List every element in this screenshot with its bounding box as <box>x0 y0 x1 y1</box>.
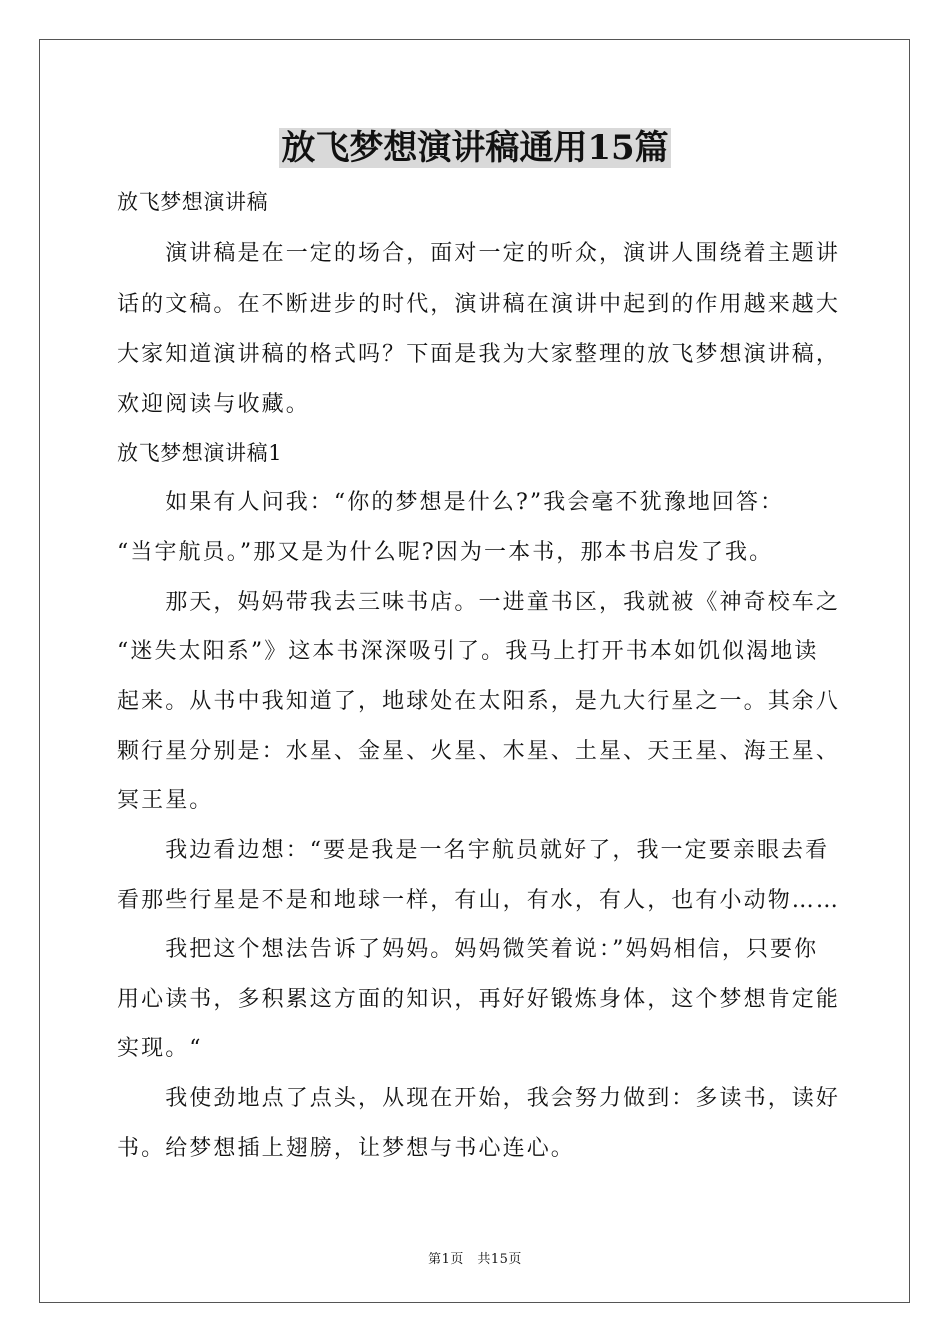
paragraph-line: 书。给梦想插上翅膀，让梦想与书心连心。 <box>117 1136 575 1161</box>
paragraph-line: 如果有人问我：“你的梦想是什么?”我会毫不犹豫地回答： <box>117 490 785 515</box>
paragraph-line: 话的文稿。在不断进步的时代，演讲稿在演讲中起到的作用越来越大 <box>117 292 841 317</box>
paragraph-line: 起来。从书中我知道了，地球处在太阳系，是九大行星之一。其余八 <box>117 689 841 714</box>
paragraph-line: 看那些行星是不是和地球一样，有山，有水，有人，也有小动物…… <box>117 888 841 913</box>
paragraph-line: 演讲稿是在一定的场合，面对一定的听众，演讲人围绕着主题讲 <box>117 241 841 266</box>
section-heading: 放飞梦想演讲稿1 <box>117 441 283 465</box>
paragraph-line: 我边看边想：“要是我是一名宇航员就好了，我一定要亲眼去看 <box>117 838 830 863</box>
paragraph-line: “当宇航员。”那又是为什么呢?因为一本书，那本书启发了我。 <box>117 540 774 565</box>
paragraph-line: 欢迎阅读与收藏。 <box>117 392 310 417</box>
paragraph-line: 我把这个想法告诉了妈妈。妈妈微笑着说：”妈妈相信，只要你 <box>117 937 819 962</box>
paragraph-line: 颗行星分别是：水星、金星、火星、木星、土星、天王星、海王星、 <box>117 739 841 764</box>
document-title-wrap <box>0 128 950 168</box>
paragraph-line: 用心读书，多积累这方面的知识，再好好锻炼身体，这个梦想肯定能 <box>117 987 841 1012</box>
page-footer: 第1页 共15页 <box>428 1252 522 1267</box>
section-heading: 放飞梦想演讲稿 <box>117 190 269 214</box>
paragraph-line: “迷失太阳系”》这本书深深吸引了。我马上打开书本如饥似渴地读 <box>117 639 819 664</box>
paragraph-line: 实现。“ <box>117 1036 203 1061</box>
paragraph-line: 我使劲地点了点头，从现在开始，我会努力做到：多读书，读好 <box>117 1086 841 1111</box>
page-frame <box>39 39 910 1303</box>
paragraph-line: 那天，妈妈带我去三味书店。一进童书区，我就被《神奇校车之 <box>117 590 841 615</box>
paragraph-line: 冥王星。 <box>117 788 214 813</box>
document-title: 放飞梦想演讲稿通用15篇 <box>281 128 669 168</box>
paragraph-line: 大家知道演讲稿的格式吗？下面是我为大家整理的放飞梦想演讲稿， <box>117 342 841 367</box>
